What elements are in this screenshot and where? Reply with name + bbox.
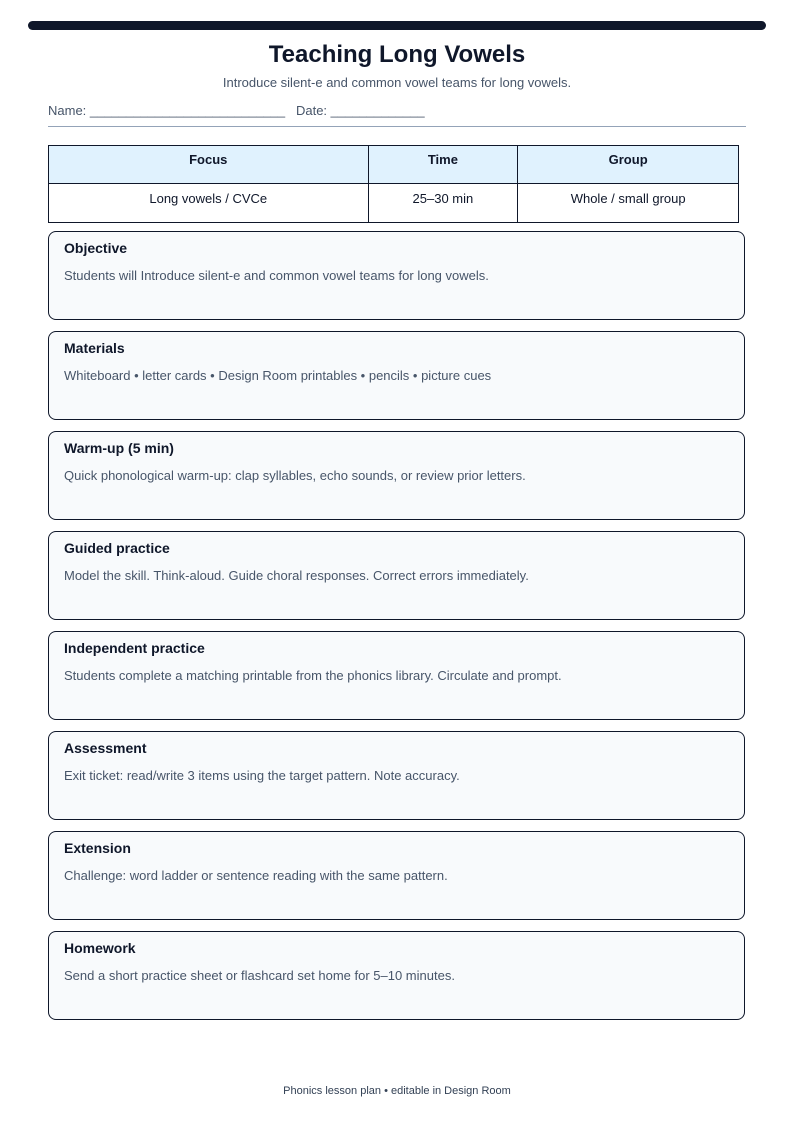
section-heading: Guided practice <box>64 540 170 556</box>
lesson-info-table <box>48 145 739 223</box>
table-header-focus: Focus <box>49 146 369 184</box>
section-card-materials <box>48 331 745 420</box>
section-body: Challenge: word ladder or sentence reading with the same pattern. <box>64 868 448 883</box>
section-card-homework <box>48 931 745 1020</box>
table-cell-time: 25–30 min <box>368 184 518 223</box>
section-body: Students complete a matching printable from the phonics library. Circulate and prompt. <box>64 668 562 683</box>
section-card-objective <box>48 231 745 320</box>
page-subtitle: Introduce silent-e and common vowel teams for long vowels. <box>222 75 572 90</box>
section-heading: Extension <box>64 840 131 856</box>
table-cell-focus: Long vowels / CVCe <box>49 184 369 223</box>
date-field-label: Date: _____________ <box>295 103 425 118</box>
section-body: Send a short practice sheet or flashcard set home for 5–10 minutes. <box>64 968 455 983</box>
section-heading: Materials <box>64 340 125 356</box>
table-header-row <box>49 146 739 184</box>
table-header-time: Time <box>368 146 518 184</box>
section-body: Exit ticket: read/write 3 items using the target pattern. Note accuracy. <box>64 768 460 783</box>
header-divider <box>48 126 746 127</box>
section-heading: Objective <box>64 240 128 256</box>
name-date-line <box>48 103 425 118</box>
section-heading: Independent practice <box>64 640 205 656</box>
page-title: Teaching Long Vowels <box>268 41 526 68</box>
section-body: Students will Introduce silent-e and common vowel teams for long vowels. <box>64 268 489 283</box>
section-body: Quick phonological warm-up: clap syllables, echo sounds, or review prior letters. <box>64 468 526 483</box>
section-heading: Warm-up (5 min) <box>64 440 174 456</box>
section-card-independent-practice <box>48 631 745 720</box>
table-row <box>49 184 739 223</box>
page-footer: Phonics lesson plan • editable in Design Room <box>283 1085 511 1097</box>
section-card-warm-up <box>48 431 745 520</box>
section-body: Model the skill. Think-aloud. Guide choral responses. Correct errors immediately. <box>64 568 529 583</box>
table-header-group: Group <box>518 146 739 184</box>
section-card-assessment <box>48 731 745 820</box>
section-heading: Assessment <box>64 740 147 756</box>
section-body: Whiteboard • letter cards • Design Room printables • pencils • picture cues <box>64 368 492 383</box>
top-accent-bar <box>28 21 766 30</box>
table-cell-group: Whole / small group <box>518 184 739 223</box>
section-card-guided-practice <box>48 531 745 620</box>
name-field-label: Name: ___________________________ <box>48 103 286 118</box>
section-card-extension <box>48 831 745 920</box>
section-heading: Homework <box>64 940 136 956</box>
